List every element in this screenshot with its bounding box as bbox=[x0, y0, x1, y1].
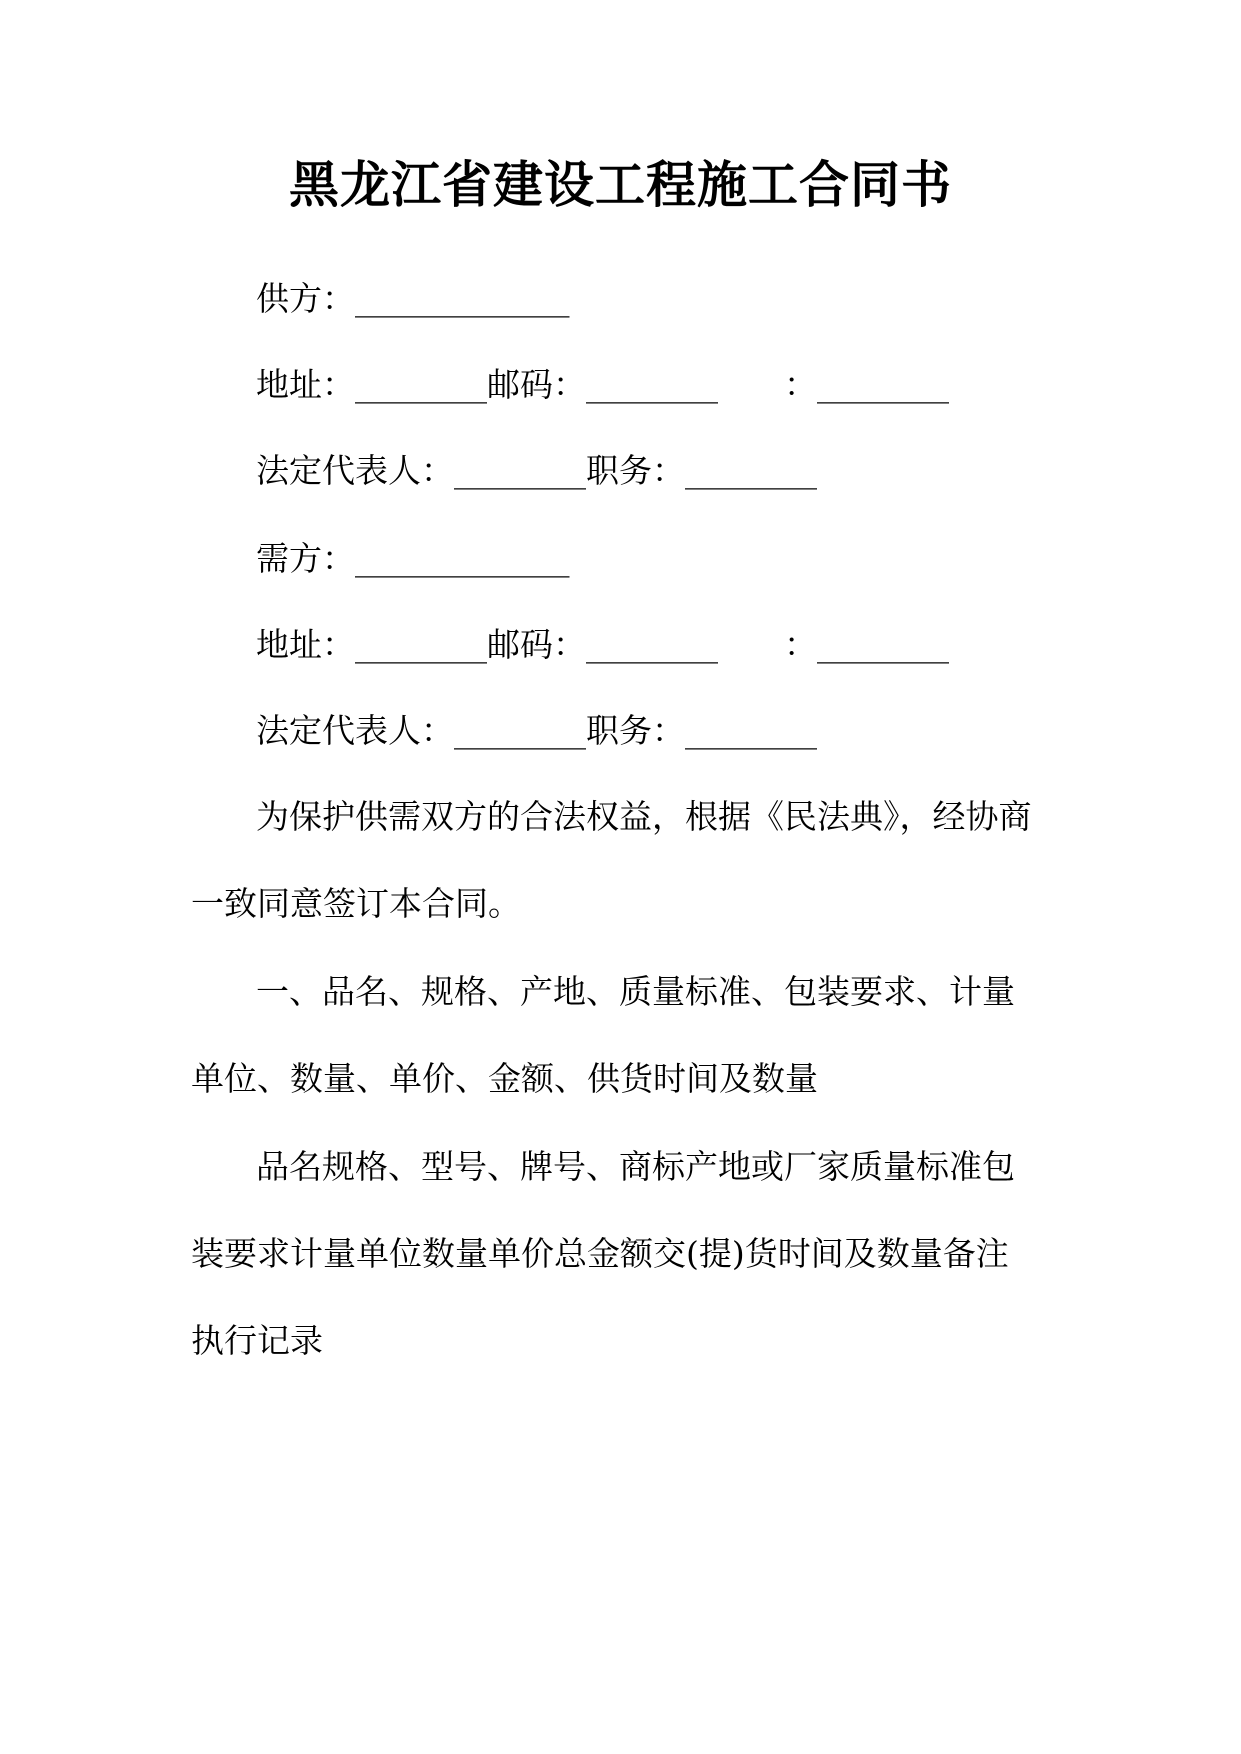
table-header-paragraph bbox=[191, 1145, 1051, 1363]
intro-paragraph bbox=[191, 795, 1051, 926]
supplier-party-line: 供方：_____________ bbox=[256, 279, 570, 318]
table-header-line-2: 装要求计量单位数量单价总金额交(提)货时间及数量备注 bbox=[191, 1234, 1009, 1273]
supplier-address-line: 地址：________邮码：________ ：________ bbox=[256, 365, 949, 404]
intro-line-1: 为保护供需双方的合法权益，根据《民法典》，经协商 bbox=[256, 797, 1032, 836]
supplier-representative-line: 法定代表人：________职务：________ bbox=[256, 451, 817, 490]
section-1-line-2: 单位、数量、单价、金额、供货时间及数量 bbox=[191, 1059, 818, 1098]
intro-line-2: 一致同意签订本合同。 bbox=[191, 884, 521, 923]
buyer-address-line: 地址：________邮码：________ ：________ bbox=[256, 625, 949, 664]
table-header-line-1: 品名规格、型号、牌号、商标产地或厂家质量标准包 bbox=[256, 1147, 1015, 1186]
buyer-representative-line: 法定代表人：________职务：________ bbox=[256, 711, 817, 750]
section-1-heading bbox=[191, 970, 1051, 1101]
table-header-line-3: 执行记录 bbox=[191, 1321, 323, 1360]
document-title: 黑龙江省建设工程施工合同书 bbox=[289, 155, 952, 214]
section-1-line-1: 一、品名、规格、产地、质量标准、包装要求、计量 bbox=[256, 972, 1015, 1011]
buyer-party-line: 需方：_____________ bbox=[256, 539, 570, 578]
